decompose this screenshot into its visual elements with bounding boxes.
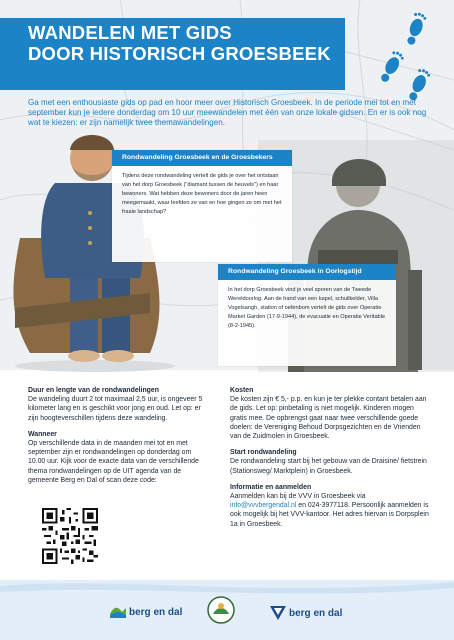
tour-card-body: Tijdens deze rondwandeling vertelt de gids je over het ontstaan van het dorp Groesbeek ("diamant tussen de heuvels") en haar bewoners. Wat hebben deze bewoners door de jaren heen meegemaakt, waar leefden ze van en hoe gingen ze om met het fraaie landschap?	[122, 173, 282, 215]
tour-card-groesbekers	[112, 150, 292, 262]
cost-text: De kosten zijn € 5,- p.p. en kun je ter plekke contant betalen aan de gids. Let op: pinbetaling is niet mogelijk. Kinderen mogen gratis mee. De opbrengst gaat naar twee verschillende goede doelen: de Vereniging Behoud Dorpsgezichten en de Vrienden van de Zuidmolen in Groesbeek.	[230, 396, 427, 441]
footprints-icon	[364, 10, 444, 110]
vvv-icon	[270, 606, 286, 620]
title-line-1: WANDELEN MET GIDS	[28, 22, 232, 43]
intro-text: Ga met een enthousiaste gids op pad en hoor meer over Historisch Groesbeek. In de periode mei tot en met september kun je iedere donderdag om 10 uur meewandelen met één van onze lokale gidsen. En er is ook nog wat te kiezen: er zijn namelijk twee themawandelingen.	[28, 98, 427, 128]
start-text: De rondwandeling start bij het gebouw van de Draisine/ fietstrein (Stationsweg/ Marktplein) in Groesbeek.	[230, 458, 427, 475]
emblem-icon	[207, 596, 235, 624]
vvv-berg-en-dal-logo	[270, 606, 342, 620]
right-column	[230, 386, 430, 536]
berg-en-dal-logo-left	[110, 606, 182, 618]
info-heading: Informatie en aanmelden	[230, 483, 312, 491]
info-text-a: Aanmelden kan bij de VVV in Groesbeek via	[230, 493, 366, 501]
info-text-b: en 024-3977118. Persoonlijk aanmelden is ook mogelijk bij het VVV-kantoor. Het adres hiervan is Dorpsplein 1a in Groesbeek.	[230, 502, 429, 528]
when-heading: Wanneer	[28, 430, 57, 438]
info-text	[230, 492, 430, 529]
berg-en-dal-wave-icon	[110, 606, 126, 618]
qr-code[interactable]	[42, 508, 98, 564]
tour-card-oorlogstijd	[218, 264, 396, 366]
title-line-2: DOOR HISTORISCH GROESBEEK	[28, 43, 331, 64]
cost-heading: Kosten	[230, 387, 254, 394]
tour-card-title: Rondwandeling Groesbeek in Oorlogstijd	[218, 264, 396, 280]
left-column	[28, 386, 206, 492]
tour-card-body: In het dorp Groesbeek vind je veel sporen van de Tweede Wereldoorlog. Aan de hand van een kapel, schuilkelder, Villa Vogelsangh, station of oefenbom vertelt de gids over Operatie Market Garden (17-9-1944), de evacuatie en Operatie Veritable (8-2-1945).	[228, 287, 386, 329]
duration-heading: Duur en lengte van de rondwandelingen	[28, 387, 159, 394]
when-text: Op verschillende data in de maanden mei tot en met september zijn er rondwandelingen op donderdag om 10.00 uur. Kijk voor de exacte data van de verschillende thema rondwandelingen op de UIT agenda van de gemeente Berg en Dal of scan deze code:	[28, 440, 199, 484]
page-title	[28, 22, 338, 64]
start-heading: Start rondwandeling	[230, 449, 297, 457]
tour-card-title: Rondwandeling Groesbeek en de Groesbekers	[112, 150, 292, 166]
logo-right-text: berg en dal	[289, 607, 343, 619]
duration-text: De wandeling duurt 2 tot maximaal 2,5 uur, is ongeveer 5 kilometer lang en is geschikt voor jong en oud. Let op: er zijn hoogteverschillen tijdens deze wandeling.	[28, 396, 203, 422]
email-link[interactable]: info@vvvbergendal.nl	[230, 502, 297, 510]
logo-left-text: berg en dal	[129, 606, 183, 618]
